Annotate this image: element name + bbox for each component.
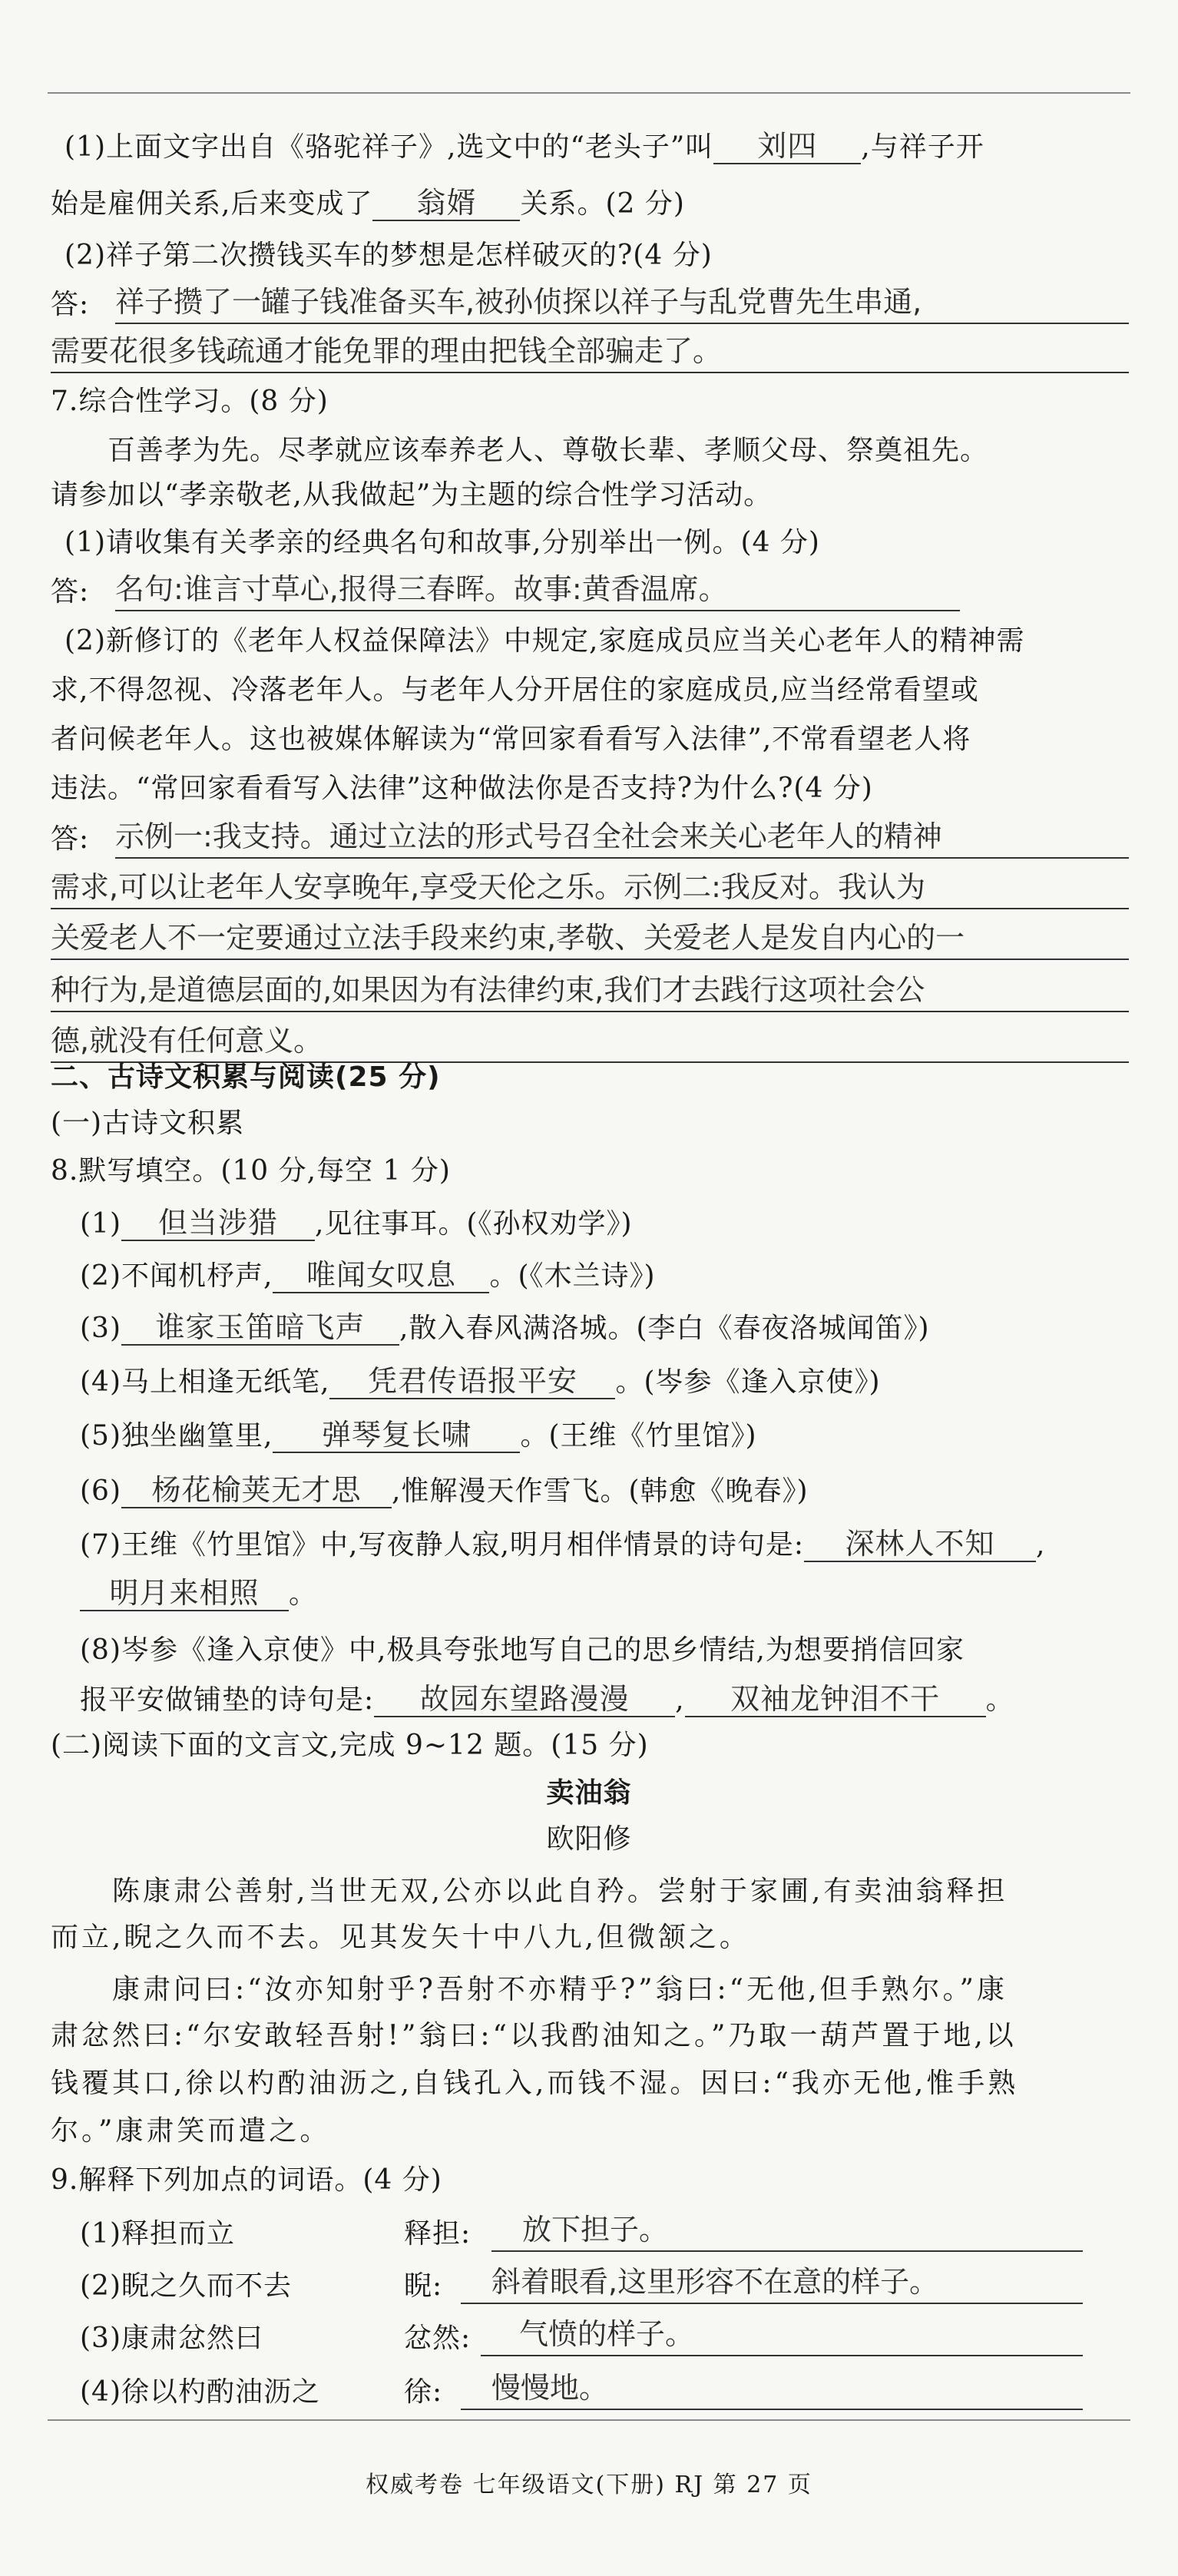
passage-para1-line1: 陈康肃公善射,当世无双,公亦以此自矜。尝射于家圃,有卖油翁释担	[112, 1876, 1008, 1907]
q9-item1-word: 释担:	[404, 2218, 472, 2250]
q8-answer2: 唯闻女叹息	[273, 1258, 489, 1293]
q6-text: ,与祥子开	[861, 131, 984, 163]
q6-answer-line1: 祥子攒了一罐子钱准备买车,被孙侦探以祥子与乱党曹先生串通,	[115, 281, 1129, 324]
passage-para1-line2: 而立,睨之久而不去。见其发矢十中八九,但微颔之。	[51, 1922, 750, 1953]
q7-part2-question-line3: 者问候老年人。这也被媒体解读为“常回家看看写入法律”,不常看望老人将	[51, 723, 971, 755]
q8-text: (3)	[80, 1313, 121, 1344]
answer-liusi: 刘四	[713, 129, 861, 164]
q8-text: (7)王维《竹里馆》中,写夜静人寂,明月相伴情景的诗句是:	[80, 1529, 805, 1561]
q8-item8-line1: (8)岑参《逢入京使》中,极具夸张地写自己的思乡情结,为想要捎信回家	[80, 1634, 965, 1666]
q8-item1	[80, 1206, 633, 1242]
q8-text: 。(《木兰诗》)	[489, 1260, 656, 1292]
q8-text: 报平安做铺垫的诗句是:	[80, 1684, 375, 1716]
q8-answer8a: 故园东望路漫漫	[374, 1682, 675, 1717]
passage-para2-line4: 尔。”康肃笑而遣之。	[51, 2115, 331, 2147]
answer-label: 答:	[51, 823, 90, 855]
q7-answer-line5: 德,就没有任何意义。	[51, 1020, 1129, 1063]
q8-answer3: 谁家玉笛暗飞声	[121, 1310, 399, 1346]
q9-item4-phrase: (4)徐以杓酌油沥之	[80, 2376, 320, 2408]
q7-part2-question-line1: (2)新修订的《老年人权益保障法》中规定,家庭成员应当关心老年人的精神需	[65, 625, 1025, 657]
q9-item3-word: 忿然:	[404, 2323, 472, 2354]
q8-text: ,	[1036, 1529, 1046, 1561]
reading-instruction: (二)阅读下面的文言文,完成 9~12 题。(15 分)	[51, 1730, 649, 1761]
q7-part2-question-line2: 求,不得忽视、冷落老年人。与老年人分开居住的家庭成员,应当经常看望或	[51, 674, 979, 706]
q8-item8-line2	[80, 1682, 1014, 1718]
passage-title: 卖油翁	[546, 1777, 632, 1809]
q9-item3-answer: 气愤的样子。	[481, 2313, 1083, 2356]
q8-text: 。(王维《竹里馆》)	[520, 1420, 757, 1452]
q9-title: 9.解释下列加点的词语。(4 分)	[51, 2164, 442, 2196]
q6-part1-line2	[51, 186, 685, 222]
passage-para2-line1: 康肃问曰:“汝亦知射乎?吾射不亦精乎?”翁曰:“无他,但手熟尔。”康	[112, 1974, 1008, 2005]
q7-answer-line4: 种行为,是道德层面的,如果因为有法律约束,我们才去践行这项社会公	[51, 969, 1129, 1012]
q8-text: (6)	[80, 1475, 121, 1507]
q8-text: ,散入春风满洛城。(李白《春夜洛城闻笛》)	[399, 1313, 930, 1344]
q8-answer7a: 深林人不知	[804, 1527, 1036, 1562]
q8-answer6: 杨花榆荚无才思	[121, 1473, 392, 1508]
top-divider	[48, 92, 1130, 94]
q8-item5	[80, 1418, 757, 1454]
q6-text: 始是雇佣关系,后来变成了	[51, 188, 373, 220]
q8-item6	[80, 1473, 809, 1509]
passage-para2-line3: 钱覆其口,徐以杓酌油沥之,自钱孔入,而钱不湿。因曰:“我亦无他,惟手熟	[51, 2068, 1019, 2099]
q6-text: 关系。(2 分)	[520, 188, 685, 220]
passage-para2-line2: 肃忿然曰:“尔安敢轻吾射!”翁曰:“以我酌油知之。”乃取一葫芦置于地,以	[51, 2020, 1017, 2051]
q8-text: (4)马上相逢无纸笔,	[80, 1366, 330, 1398]
q6-part1-line1	[65, 129, 984, 165]
q7-answer-line1: 示例一:我支持。通过立法的形式号召全社会来关心老年人的精神	[115, 816, 1129, 859]
q6-answer-line2: 需要花很多钱疏通才能免罪的理由把钱全部骗走了。	[51, 330, 1129, 373]
q9-item1-answer: 放下担子。	[491, 2209, 1083, 2252]
q8-item2	[80, 1258, 656, 1294]
q8-text: ,	[675, 1684, 685, 1716]
section2-title: 二、古诗文积累与阅读(25 分)	[51, 1061, 441, 1093]
q8-text: (2)不闻机杼声,	[80, 1260, 273, 1292]
q9-item4-word: 徐:	[404, 2376, 443, 2408]
q6-text: (1)上面文字出自《骆驼祥子》,选文中的“老头子”叫	[65, 131, 714, 163]
bottom-divider	[48, 2419, 1130, 2421]
q9-item3-phrase: (3)康肃忿然曰	[80, 2323, 263, 2354]
q7-intro-line1: 百善孝为先。尽孝就应该奉养老人、尊敬长辈、孝顺父母、祭奠祖先。	[108, 435, 989, 466]
q7-part1-question: (1)请收集有关孝亲的经典名句和故事,分别举出一例。(4 分)	[65, 527, 820, 558]
q7-part1-answer: 名句:谁言寸草心,报得三春晖。故事:黄香温席。	[115, 568, 960, 611]
q8-answer4: 凭君传语报平安	[329, 1364, 615, 1399]
q8-answer8b: 双袖龙钟泪不干	[685, 1682, 986, 1717]
q8-title: 8.默写填空。(10 分,每空 1 分)	[51, 1155, 451, 1187]
q9-item4-answer: 慢慢地。	[461, 2367, 1083, 2410]
q8-text: 。	[985, 1684, 1014, 1716]
q8-text: 。	[289, 1578, 318, 1610]
q7-part2-question-line4: 违法。“常回家看看写入法律”这种做法你是否支持?为什么?(4 分)	[51, 773, 873, 804]
q9-item2-word: 睨:	[404, 2270, 443, 2302]
q8-item7-line2	[80, 1576, 317, 1612]
q8-text: ,惟解漫天作雪飞。(韩愈《晚春》)	[392, 1475, 809, 1507]
q8-item3	[80, 1310, 930, 1346]
q8-item7-line1	[80, 1527, 1045, 1563]
answer-wengxu: 翁婿	[372, 186, 520, 221]
q7-intro-line2: 请参加以“孝亲敬老,从我做起”为主题的综合性学习活动。	[51, 479, 773, 511]
q8-text: 。(岑参《逢入京使》)	[615, 1366, 881, 1398]
q8-text: (5)独坐幽篁里,	[80, 1420, 273, 1452]
q6-part2-question: (2)祥子第二次攒钱买车的梦想是怎样破灭的?(4 分)	[65, 240, 713, 271]
answer-label: 答:	[51, 576, 90, 608]
q9-item2-phrase: (2)睨之久而不去	[80, 2270, 292, 2302]
section2-sub1: (一)古诗文积累	[51, 1108, 245, 1139]
q7-answer-line3: 关爱老人不一定要通过立法手段来约束,孝敬、关爱老人是发自内心的一	[51, 917, 1129, 960]
answer-label: 答:	[51, 289, 90, 320]
q9-item2-answer: 斜着眼看,这里形容不在意的样子。	[461, 2261, 1083, 2304]
q8-text: (1)	[80, 1208, 121, 1240]
passage-author: 欧阳修	[546, 1823, 632, 1855]
page-footer: 权威考卷 七年级语文(下册) RJ 第 27 页	[366, 2472, 812, 2498]
q7-answer-line2: 需求,可以让老年人安享晚年,享受天伦之乐。示例二:我反对。我认为	[51, 866, 1129, 909]
q8-answer1: 但当涉猎	[121, 1206, 315, 1241]
q8-answer7b: 明月来相照	[80, 1576, 289, 1611]
q7-title: 7.综合性学习。(8 分)	[51, 386, 329, 417]
q9-item1-phrase: (1)释担而立	[80, 2218, 235, 2250]
q8-answer5: 弹琴复长啸	[273, 1418, 520, 1453]
q8-item4	[80, 1364, 881, 1400]
q8-text: ,见往事耳。(《孙权劝学》)	[315, 1208, 633, 1240]
